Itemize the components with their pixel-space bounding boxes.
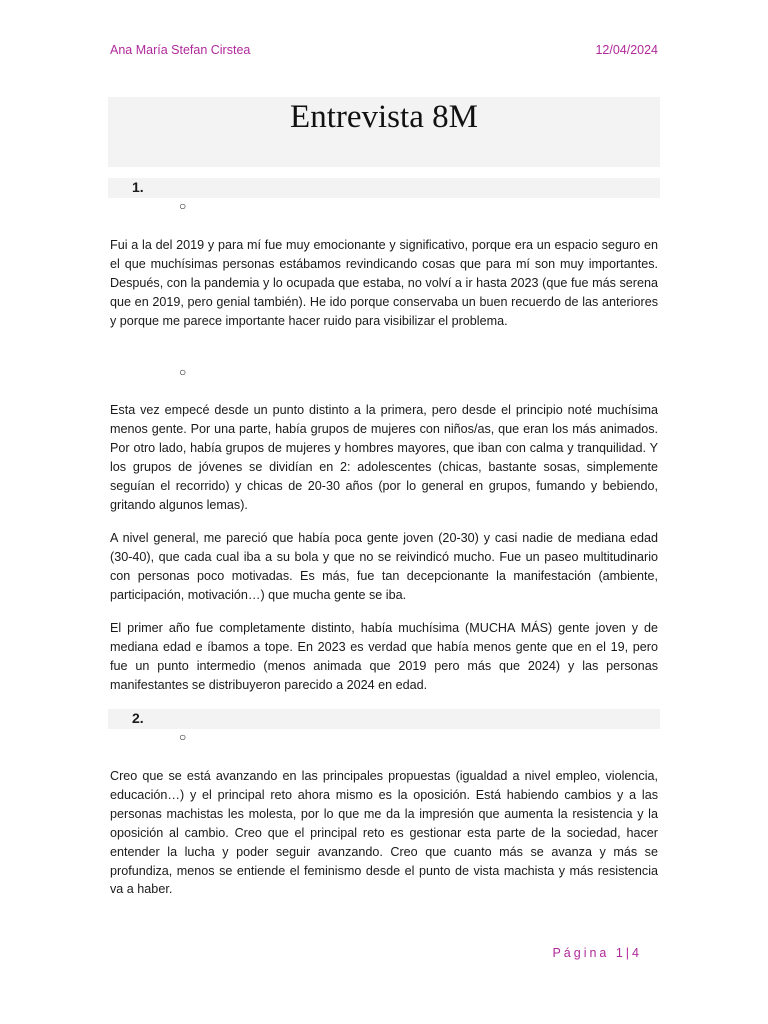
document-title: Entrevista 8M [290,99,478,135]
answer-1b-paragraph-3: El primer año fue completamente distinto, había muchísima (MUCHA MÁS) gente joven y de mediana edad e íbamos a tope. En 2023 es verdad que había menos gente que en el 19, pero fue un punto intermedio (menos animada que 2019 pero más que 2024) y las personas manifestantes se distribuyeron parecido a 2024 en edad. [110,621,658,692]
title-box [108,97,660,167]
bullet-circle-icon: ○ [179,730,187,744]
bullet-circle-icon: ○ [179,365,187,379]
question-1-number: 1. [132,179,144,195]
header-date: 12/04/2024 [595,43,658,57]
question-2-bar [108,709,660,729]
answer-2-paragraph: Creo que se está avanzando en las principales propuestas (igualdad a nivel empleo, violencia, educación…) y el principal reto ahora mismo es la oposición. Está habiendo cambios y a las personas machistas les molesta, por lo que me da la impresión que aumenta la resistencia y la oposición al cambio. Creo que el principal reto es gestionar esta parte de la sociedad, hacer entender la lucha y poder seguir avanzando. Creo que cuanto más se avanza y más se profundiza, menos se entiende el feminismo desde el punto de vista machista y más resistencia va a haber. [110,769,658,897]
question-1-bar [108,178,660,198]
answer-1b-paragraph-1: Esta vez empecé desde un punto distinto a la primera, pero desde el principio noté muchísima menos gente. Por una parte, había grupos de mujeres con niños/as, que eran los más animados. Por otro lado, había grupos de mujeres y hombres mayores, que iban con calma y tranquilidad. Y los grupos de jóvenes se dividían en 2: adolescentes (chicas, bastante sosas, simplemente seguían el recorrido) y chicas de 20-30 años (por lo general en grupos, fumando y bebiendo, gritando algunos lemas). [110,403,658,512]
page-number: Página 1|4 [552,946,642,960]
answer-1b-paragraph-2: A nivel general, me pareció que había poca gente joven (20-30) y casi nadie de mediana edad (30-40), que cada cual iba a su bola y que no se reivindicó mucho. Fue un paseo multitudinario con personas poco motivadas. Es más, fue tan decepcionante la manifestación (ambiente, participación, motivación…) que mucha gente se iba. [110,531,658,602]
answer-1a-paragraph: Fui a la del 2019 y para mí fue muy emocionante y significativo, porque era un espacio seguro en el que muchísimas personas estábamos revindicando cosas que para mí son muy importantes. Después, con la pandemia y lo ocupada que estaba, no volví a ir hasta 2023 (que fue más serena que en 2019, pero genial también). He ido porque conservaba un buen recuerdo de las anteriores y porque me parece importante hacer ruido para visibilizar el problema. [110,238,658,328]
header-author: Ana María Stefan Cirstea [110,43,251,57]
bullet-circle-icon: ○ [179,199,187,213]
question-2-number: 2. [132,710,144,726]
